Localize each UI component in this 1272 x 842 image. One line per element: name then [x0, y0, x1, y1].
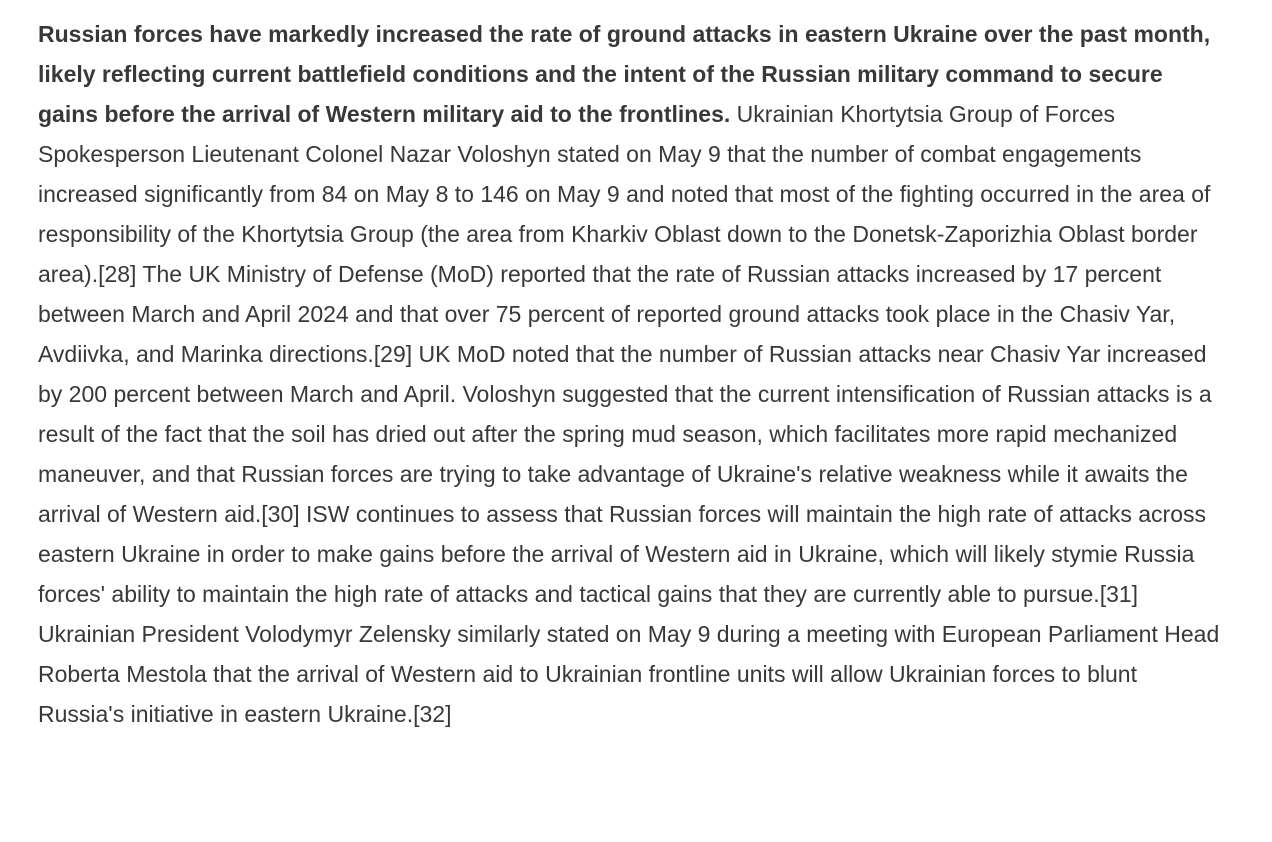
- paragraph-body-text: Ukrainian Khortytsia Group of Forces Spokesperson Lieutenant Colonel Nazar Voloshyn stated on May 9 that the number of combat engagements increased significantly from 84 on May 8 to 146 on May 9 and noted that most of the fighting occurred in the area of responsibility of the Khortytsia Group (the area from Kharkiv Oblast down to the Donetsk-Zaporizhia Oblast border area).[28] The UK Ministry of Defense (MoD) reported that the rate of Russian attacks increased by 17 percent between March and April 2024 and that over 75 percent of reported ground attacks took place in the Chasiv Yar, Avdiivka, and Marinka directions.[29] UK MoD noted that the number of Russian attacks near Chasiv Yar increased by 200 percent between March and April. Voloshyn suggested that the current intensification of Russian attacks is a result of the fact that the soil has dried out after the spring mud season, which facilitates more rapid mechanized maneuver, and that Russian forces are trying to take advantage of Ukraine's relative weakness while it awaits the arrival of Western aid.[30] ISW continues to assess that Russian forces will maintain the high rate of attacks across eastern Ukraine in order to make gains before the arrival of Western aid in Ukraine, which will likely stymie Russia forces' ability to maintain the high rate of attacks and tactical gains that they are currently able to pursue.[31] Ukrainian President Volodymyr Zelensky similarly stated on May 9 during a meeting with European Parliament Head Roberta Mestola that the arrival of Western aid to Ukrainian frontline units will allow Ukrainian forces to blunt Russia's initiative in eastern Ukraine.[32]: [38, 101, 1220, 727]
- report-paragraph: [38, 14, 1222, 734]
- lead-bold-sentence: Russian forces have markedly increased the rate of ground attacks in eastern Ukraine over the past month, likely reflecting current battlefield conditions and the intent of the Russian military command to secure gains before the arrival of Western military aid to the frontlines.: [38, 21, 1211, 127]
